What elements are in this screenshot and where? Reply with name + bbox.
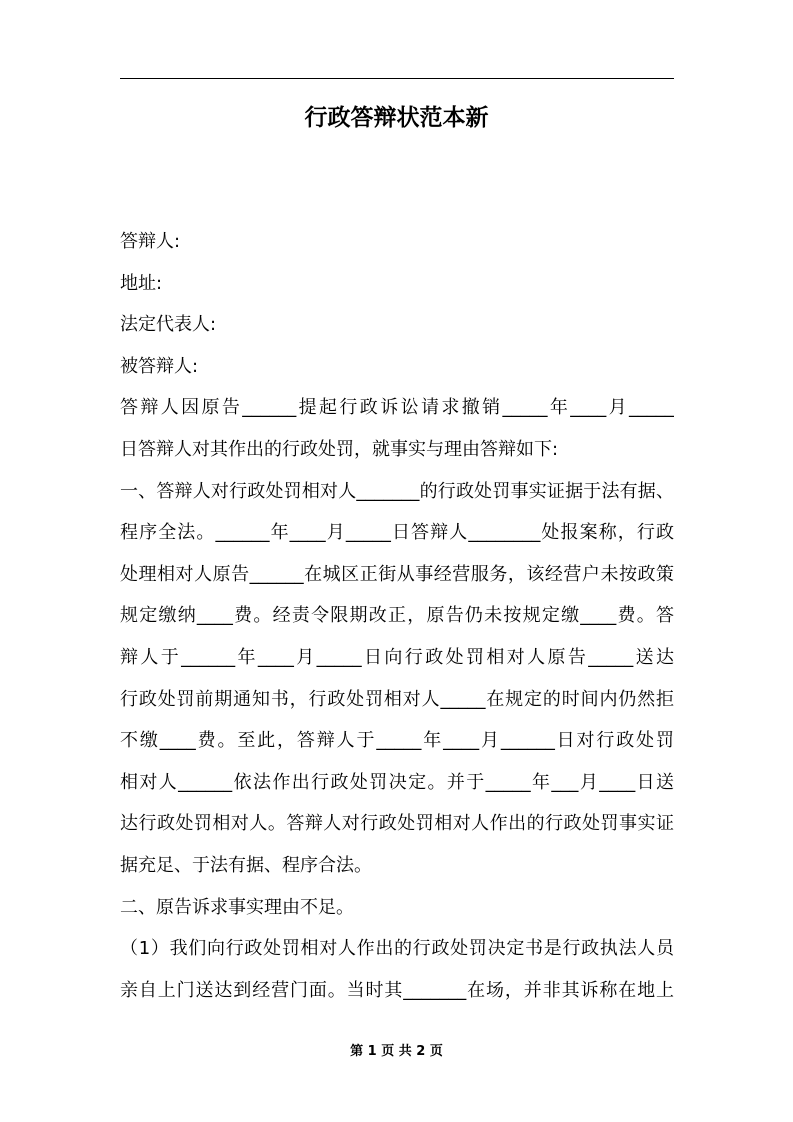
text-line: 据充足、于法有据、程序合法。	[120, 854, 372, 876]
text-line: 相对人______依法作出行政处罚决定。并于_____年___月____日送	[120, 771, 674, 793]
text-line: 答辩人:	[120, 231, 181, 252]
text-line: 法定代表人:	[120, 314, 217, 336]
text-line: 程序全法。______年____月_____日答辩人________处报案称，行政	[120, 522, 674, 544]
text-line: 地址:	[120, 272, 163, 294]
text-line: 处理相对人原告______在城区正街从事经营服务，该经营户未按政策	[120, 563, 674, 585]
text-line: 一、答辩人对行政处罚相对人_______的行政处罚事实证据于法有据、	[120, 480, 674, 502]
text-line: 不缴____费。至此，答辩人于_____年____月______日对行政处罚	[120, 730, 674, 752]
text-line: 规定缴纳____费。经责令限期改正，原告仍未按规定缴____费。答	[120, 605, 674, 627]
document-title: 行政答辩状范本新	[304, 105, 489, 131]
text-line: 辩人于______年____月_____日向行政处罚相对人原告_____送达	[120, 646, 674, 668]
text-line: 答辩人因原告______提起行政诉讼请求撤销_____年____月_____	[120, 397, 674, 419]
header-rule	[120, 78, 674, 79]
text-line: 亲自上门送达到经营门面。当时其_______在场，并非其诉称在地上	[120, 979, 674, 1001]
text-line: 二、原告诉求事实理由不足。	[120, 896, 354, 918]
text-line: 日答辩人对其作出的行政处罚，就事实与理由答辩如下:	[120, 438, 559, 460]
text-line: 达行政处罚相对人。答辩人对行政处罚相对人作出的行政处罚事实证	[120, 813, 674, 835]
text-line: 行政处罚前期通知书，行政处罚相对人_____在规定的时间内仍然拒	[120, 688, 674, 710]
document-body	[120, 224, 674, 1014]
text-line: 被答辩人:	[120, 355, 199, 377]
text-line: （1）我们向行政处罚相对人作出的行政处罚决定书是行政执法人员	[120, 938, 674, 960]
page-footer: 第 1 页 共 2 页	[350, 1044, 443, 1059]
